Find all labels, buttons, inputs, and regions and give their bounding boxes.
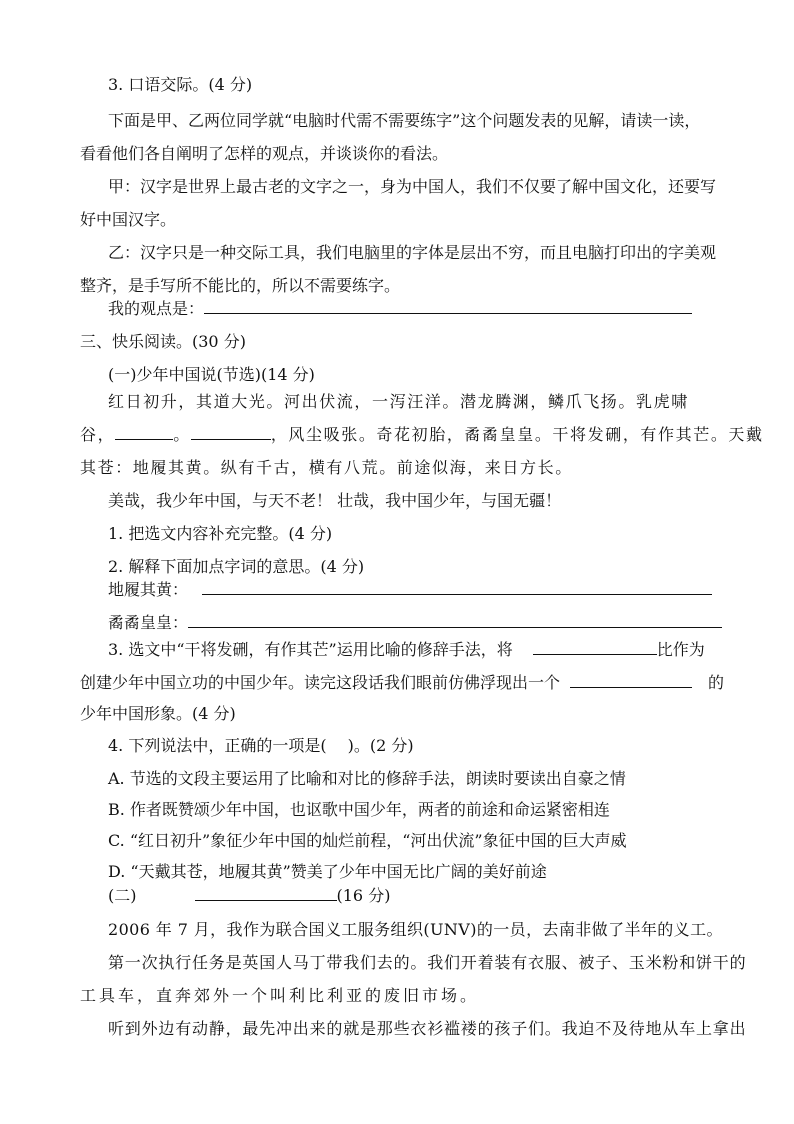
part2-para1: 2006 年 7 月，我作为联合国义工服务组织(UNV)的一员，去南非做了半年的义工。 bbox=[108, 920, 723, 939]
passage-line1: 红日初升，其道大光。河出伏流，一泻汪洋。潜龙腾渊，鳞爪飞扬。乳虎啸 bbox=[108, 392, 689, 411]
q3-text-c: 创建少年中国立功的中国少年。读完这段话我们眼前仿佛浮现出一个 bbox=[80, 673, 561, 692]
passage-line2-end: ，风尘吸张。奇花初胎，矞矞皇皇。干将发硎，有作其芒。天戴 bbox=[270, 425, 764, 444]
q2-term1-label: 地履其黄： bbox=[108, 580, 189, 599]
q2-term1-row bbox=[108, 580, 712, 600]
q3-line2 bbox=[80, 673, 724, 693]
part2-para2-line1: 第一次执行任务是英国人马丁带我们去的。我们开着装有衣服、被子、玉米粉和饼干的 bbox=[108, 953, 747, 972]
q3-jia-line1: 甲：汉字是世界上最古老的文字之一，身为中国人，我们不仅要了解中国文化，还要写 bbox=[108, 177, 717, 196]
opinion-label: 我的观点是： bbox=[108, 299, 205, 318]
q3-line3: 少年中国形象。(4 分) bbox=[80, 704, 236, 723]
q3-heading: 3. 口语交际。(4 分) bbox=[108, 75, 253, 94]
part2-score: (16 分) bbox=[336, 886, 391, 905]
passage-line2-mid: 。 bbox=[173, 425, 191, 444]
q4-option-b: B. 作者既赞颂少年中国，也讴歌中国少年，两者的前途和命运紧密相连 bbox=[108, 800, 610, 819]
passage-line4: 美哉，我少年中国，与天不老！ 壮哉，我中国少年，与国无疆！ bbox=[108, 491, 562, 510]
opinion-answer-blank[interactable] bbox=[204, 299, 692, 314]
q4-option-c: C. “红日初升”象征少年中国的灿烂前程，“河出伏流”象征中国的巨大声威 bbox=[108, 831, 627, 850]
part2-para3-line1: 听到外边有动静，最先冲出来的就是那些衣衫褴褛的孩子们。我迫不及待地从车上拿出 bbox=[108, 1019, 747, 1038]
part2-para2-line2: 工具车，直奔郊外一个叫利比利亚的废旧市场。 bbox=[80, 986, 480, 1005]
q3-blank-1[interactable] bbox=[533, 640, 657, 655]
q3-text-a: 3. 选文中“干将发硎，有作其芒”运用比喻的修辞手法，将 bbox=[108, 640, 513, 659]
part2-label: (二) bbox=[108, 886, 137, 905]
q2-term1-blank[interactable] bbox=[202, 580, 712, 595]
q3-intro-line2: 看看他们各自阐明了怎样的观点，并谈谈你的看法。 bbox=[80, 144, 449, 163]
q3-line1 bbox=[108, 640, 705, 660]
passage-blank-2[interactable] bbox=[191, 425, 271, 440]
q4-option-d: D. “天戴其苍，地履其黄”赞美了少年中国无比广阔的美好前途 bbox=[108, 862, 547, 881]
passage-line2 bbox=[80, 425, 764, 445]
part1-q1: 1. 把选文内容补充完整。(4 分) bbox=[108, 524, 333, 543]
q2-term2-label: 矞矞皇皇： bbox=[108, 613, 189, 632]
q4-option-a: A. 节选的文段主要运用了比喻和对比的修辞手法，朗读时要读出自豪之情 bbox=[108, 769, 626, 788]
passage-line3: 其苍：地履其黄。纵有千古，横有八荒。前途似海，来日方长。 bbox=[80, 458, 573, 477]
q3-yi-line2: 整齐，是手写所不能比的，所以不需要练字。 bbox=[80, 276, 401, 295]
part2-title-blank[interactable] bbox=[195, 886, 337, 901]
passage-line2-start: 谷， bbox=[80, 425, 116, 444]
part1-q2: 2. 解释下面加点字词的意思。(4 分) bbox=[108, 557, 365, 576]
part1-q4: 4. 下列说法中，正确的一项是( )。(2 分) bbox=[108, 736, 414, 755]
part1-title: (一)少年中国说(节选)(14 分) bbox=[108, 365, 315, 384]
q2-term2-row bbox=[108, 613, 722, 633]
q3-text-d: 的 bbox=[708, 673, 725, 692]
q3-jia-line2: 好中国汉字。 bbox=[80, 210, 177, 229]
q3-intro-line1: 下面是甲、乙两位同学就“电脑时代需不需要练字”这个问题发表的见解，请读一读， bbox=[108, 111, 701, 130]
q3-blank-2[interactable] bbox=[570, 673, 692, 688]
section3-heading: 三、快乐阅读。(30 分) bbox=[80, 332, 246, 351]
part2-title-row bbox=[108, 886, 390, 906]
opinion-row bbox=[108, 299, 692, 319]
q2-term2-blank[interactable] bbox=[188, 613, 722, 628]
q3-text-b: 比作为 bbox=[656, 640, 705, 659]
q3-yi-line1: 乙：汉字只是一种交际工具，我们电脑里的字体是层出不穷，而且电脑打印出的字美观 bbox=[108, 243, 717, 262]
passage-blank-1[interactable] bbox=[115, 425, 173, 440]
